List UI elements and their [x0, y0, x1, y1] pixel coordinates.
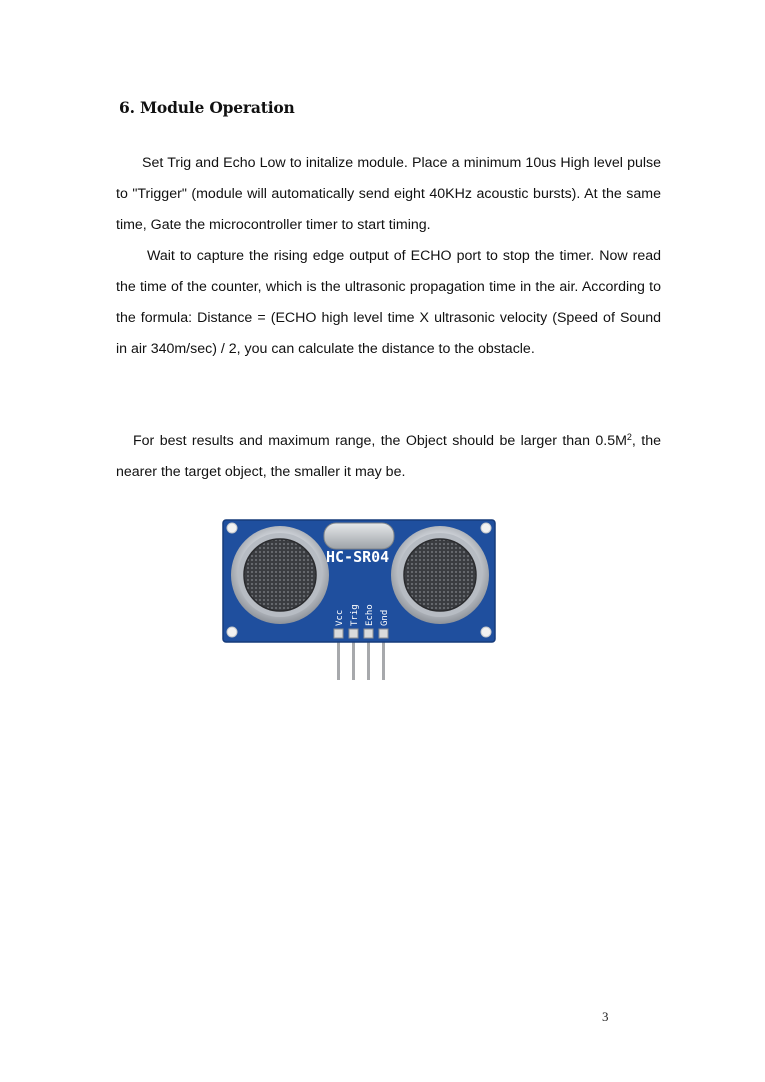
- paragraph-range-text-end: , the nearer the target object, the smaller it may be.: [116, 433, 661, 480]
- pin-label-vcc: Vcc: [335, 609, 345, 626]
- superscript-two: 2: [626, 432, 632, 442]
- paragraph-trigger: [116, 148, 661, 241]
- transducer-right: [391, 526, 489, 624]
- pin-label-echo: Echo: [365, 604, 375, 626]
- pin-label-gnd: Gnd: [380, 609, 390, 626]
- transducer-left: [231, 526, 329, 624]
- paragraph-echo: [116, 241, 661, 365]
- paragraph-echo-text: Wait to capture the rising edge output of ECHO port to stop the timer. Now read the time of the counter, which is the ultrasonic propagation time in the air. According to the formula: Distance = (ECHO high level time X ultrasonic velocity (Speed of Sound in air 340m/sec) / 2, you can calculate the distance to the obstacle.: [116, 248, 661, 357]
- page-number: 3: [602, 1009, 609, 1024]
- board-label: HC-SR04: [326, 548, 390, 566]
- pin-label-trig: Trig: [350, 604, 360, 626]
- mount-hole-icon: [227, 523, 237, 533]
- paragraph-range: [116, 426, 661, 488]
- section-heading: 6. Module Operation: [119, 98, 295, 117]
- paragraph-trigger-text: Set Trig and Echo Low to initalize module. Place a minimum 10us High level pulse to "Trigger" (module will automatically send eight 40KHz acoustic bursts). At the same time, Gate the microcontroller timer to start timing.: [116, 155, 661, 233]
- paragraph-range-text: For best results and maximum range, the Object should be larger than 0.5M: [133, 433, 627, 449]
- crystal-oscillator: [324, 523, 394, 549]
- hc-sr04-sensor-image: [222, 518, 496, 682]
